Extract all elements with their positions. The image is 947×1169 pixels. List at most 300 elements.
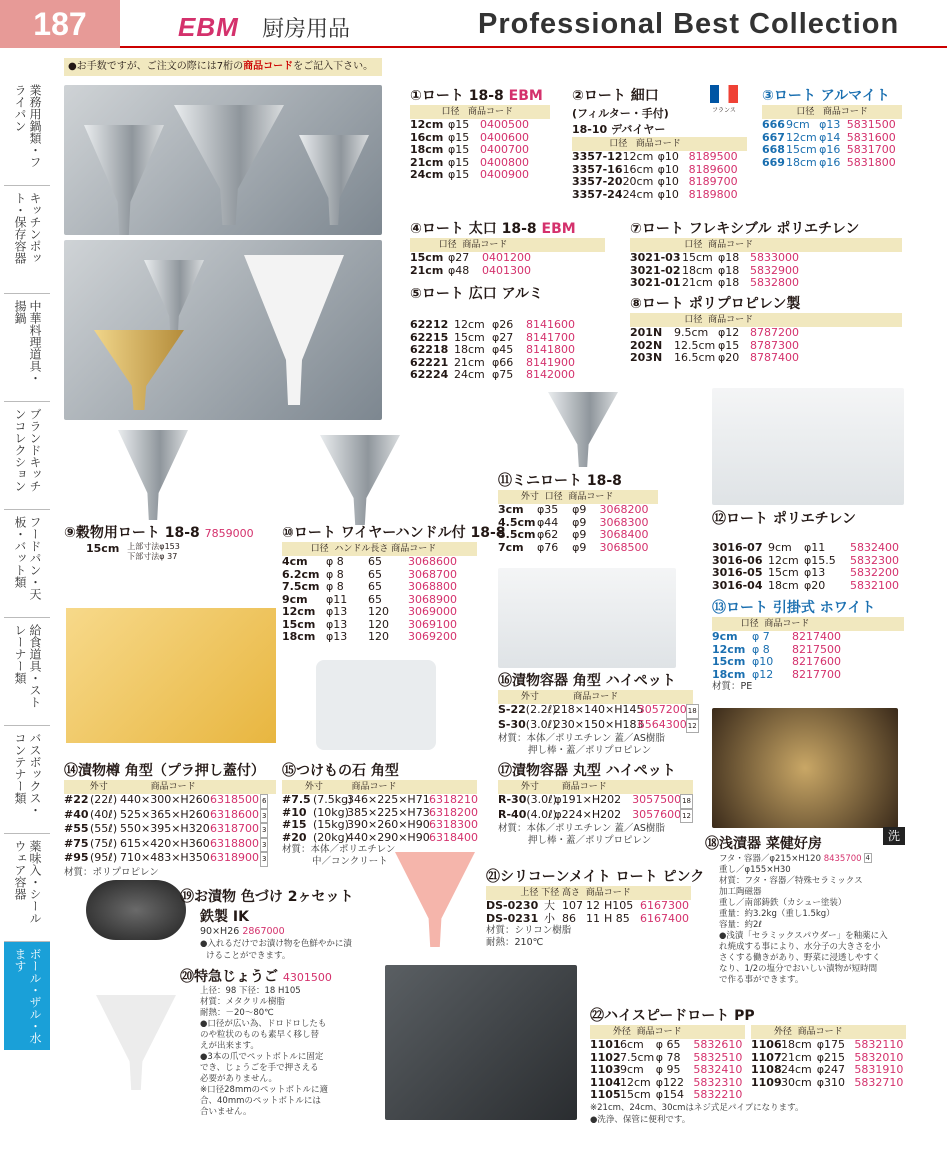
sidebar-item-seal[interactable]: 薬味入・シールウェア容器: [4, 834, 50, 942]
product-note: 重量：約3.2kg（重し1.5kg）: [719, 909, 835, 919]
table-row: [712, 542, 904, 555]
product-title: ⑦ロート フレキシブル ポリエチレン: [630, 221, 860, 237]
table-cell: 385×225×H73: [347, 805, 430, 819]
table-cell: φ15.5: [804, 553, 836, 567]
table-cell: 3357-24: [572, 187, 623, 201]
table-row: [410, 169, 550, 182]
table-cell: φ27: [448, 251, 470, 264]
sidebar-item-pots[interactable]: キッチンポット・保存容器: [4, 186, 50, 294]
product-note: ●3本の爪でペットボトルに固定: [200, 1052, 324, 1062]
product-s19: [180, 886, 380, 962]
pickle-stone-photo: [316, 660, 436, 750]
table-row: [762, 144, 902, 157]
table-cell: 5832800: [750, 276, 799, 289]
sidebar-item-brand[interactable]: ブランドキッチンコレクション: [4, 402, 50, 510]
table-cell: (2.2ℓ): [525, 703, 557, 716]
table-cell: 3057200: [637, 703, 687, 716]
table-cell: φ 8: [326, 555, 344, 568]
table-cell: 18cm: [682, 263, 713, 277]
product-note: フタ・容器／φ215×H120 8435700 4: [719, 854, 871, 864]
table-cell: 65: [368, 567, 382, 581]
table-cell: φ10: [657, 162, 679, 176]
table-cell: 24cm: [781, 1063, 812, 1076]
table-row: [410, 252, 605, 265]
table-cell: 8787400: [750, 351, 799, 364]
table-cell: 8217500: [792, 642, 841, 656]
table-cell: φ13: [326, 617, 348, 631]
table-cell: φ26: [492, 318, 514, 331]
product-material: 材質：PE: [712, 681, 753, 692]
table-cell: 5831800: [846, 155, 896, 169]
table-row: [630, 352, 902, 365]
table-cell: 3016-06: [712, 553, 763, 567]
table-cell: 8217600: [792, 655, 841, 668]
product-note: なり、1/2の塩分でおいしい漬物が短時間: [719, 964, 878, 974]
wire-funnel-image: [320, 435, 400, 525]
category-sidebar: [4, 78, 60, 1050]
table-cell: 16cm: [622, 162, 654, 176]
product-title: ②ロート 細口: [572, 88, 659, 104]
product-note: ●入れるだけでお漬け物を色鮮やかに漬: [200, 939, 352, 949]
table-cell: 5832310: [693, 1075, 743, 1089]
table-cell: 6167400: [640, 911, 689, 925]
table-cell: 5831500: [846, 118, 896, 131]
pe-funnel-photo: [712, 388, 904, 505]
product-title: ⑩ロート ワイヤーハンドル付 18-8: [282, 525, 506, 541]
table-cell: 1106: [751, 1038, 782, 1051]
table-header: 口径 商品コード: [630, 238, 902, 252]
table-cell: φ 65: [655, 1038, 681, 1051]
table-cell: 0400800: [480, 155, 529, 169]
table-cell: 15cm: [454, 330, 485, 344]
sidebar-item-container[interactable]: バスボックス・コンテナー類: [4, 726, 50, 834]
table-cell: 8141700: [526, 330, 575, 344]
table-cell: φ15: [448, 168, 470, 181]
product-s11: [498, 470, 658, 554]
product-note: 容量：約2ℓ: [719, 920, 762, 930]
table-cell: φ13: [804, 566, 826, 579]
flag-label: フランス: [712, 107, 736, 114]
table-row: [486, 913, 691, 926]
product-note: 材質：フタ・容器／特殊セラミックス: [719, 876, 863, 886]
product-material: 耐熱：210℃: [486, 937, 544, 948]
product-title: ⑱浅漬器 菜健好房: [705, 836, 822, 852]
product-note: のや粒状のものも素早く移し替: [200, 1030, 320, 1040]
table-row: [282, 832, 477, 845]
product-title: ④ロート 太口 18-8 EBM: [410, 221, 576, 237]
funnel-image: [94, 330, 184, 410]
table-cell: 5831600: [846, 130, 896, 144]
table-cell: 5831910: [854, 1063, 904, 1076]
product-s16: [498, 670, 697, 757]
product-s4: [410, 218, 605, 277]
table-cell: 24cm: [454, 368, 485, 381]
table-cell: 3357-20: [572, 175, 623, 188]
table-cell: 6318400: [429, 830, 478, 844]
table-cell: φ122: [655, 1075, 684, 1089]
table-cell: 5832110: [854, 1038, 904, 1051]
table-cell: 1103: [590, 1063, 621, 1076]
asazuke-photo: [712, 708, 898, 828]
table-cell: 5.5cm: [498, 528, 536, 541]
table-cell: 1107: [751, 1050, 782, 1064]
table-cell: 3357-16: [572, 162, 623, 176]
table-cell: 6cm: [620, 1038, 644, 1051]
table-cell: 5832510: [693, 1050, 743, 1064]
table-cell: (95ℓ): [90, 851, 118, 864]
table-cell: φ62: [537, 528, 559, 541]
table-cell: 3068600: [408, 555, 457, 568]
table-cell: 1109: [751, 1075, 782, 1089]
product-title: ⑤ロート 広口 アルミ: [410, 286, 544, 302]
product-spec: 15cm 上部寸法φ153 下部寸法φ 37: [86, 542, 180, 561]
table-cell: 62221: [410, 355, 449, 369]
table-cell: 86: [562, 911, 576, 925]
table-cell: 9cm: [620, 1063, 644, 1076]
table-cell: 3068500: [599, 540, 649, 554]
product-title: ⑨穀物用ロート 18-8 7859000: [64, 525, 254, 541]
table-row: [572, 189, 747, 202]
table-cell: 440×290×H90: [347, 830, 430, 844]
table-row: [410, 265, 605, 278]
table-header: 口径 ハンドル長さ 商品コード: [282, 542, 477, 556]
pickle-tub-photo: [66, 608, 276, 743]
product-note: 合いません。: [200, 1107, 252, 1117]
table-cell: 8141900: [526, 355, 575, 369]
table-cell: 65: [368, 580, 382, 593]
table-cell: 3068300: [599, 515, 649, 529]
table-cell: 18cm: [282, 630, 316, 643]
table-cell: φ191×H202: [554, 793, 622, 806]
table-cell: (10kg): [313, 805, 349, 819]
table-cell: φ11: [326, 592, 348, 606]
table-cell: 6318300: [429, 818, 478, 831]
table-cell: φ175: [816, 1038, 845, 1051]
table-cell: 120: [368, 605, 389, 618]
sidebar-item-foodpan[interactable]: フードパン・天板・バット類: [4, 510, 50, 618]
table-row: [498, 794, 693, 809]
table-cell: φ310: [816, 1075, 845, 1089]
france-flag-icon: [710, 85, 738, 103]
sidebar-item-chinese[interactable]: 中華料理道具・揚鍋: [4, 294, 50, 402]
table-row: [282, 631, 477, 644]
table-cell: 9cm: [712, 630, 738, 643]
table-cell: 8189700: [688, 175, 738, 188]
table-cell: #15: [282, 818, 307, 831]
table-cell: (4.0ℓ): [526, 807, 557, 821]
product-s9: [64, 522, 274, 562]
table-cell: 3021-03: [630, 251, 681, 264]
table-cell: (20kg): [313, 830, 349, 844]
product-s22: [590, 1005, 908, 1126]
table-row: [410, 119, 550, 132]
table-cell: 615×420×H360: [120, 836, 210, 850]
product-title: ⑪ミニロート 18-8: [498, 473, 622, 489]
table-cell: φ66: [492, 355, 514, 369]
table-cell: 3021-01: [630, 276, 681, 289]
table-row: [498, 703, 697, 719]
table-cell: 62212: [410, 318, 449, 331]
table-cell: 3016-07: [712, 541, 763, 554]
product-note: 合、40mmのペットボトルには: [200, 1096, 321, 1106]
table-cell: 8189600: [688, 162, 738, 176]
table-header: 外寸 商品コード: [498, 690, 693, 704]
category-title: 厨房用品: [262, 17, 351, 42]
table-row: [282, 581, 477, 594]
table-cell: 30cm: [781, 1075, 812, 1089]
table-cell: 12: [686, 719, 699, 734]
product-s21: [486, 866, 705, 949]
table-cell: 666: [762, 118, 785, 131]
table-cell: 21cm: [682, 276, 713, 289]
table-cell: #40: [64, 807, 89, 821]
table-cell: 107: [562, 899, 583, 912]
table-cell: 3: [260, 809, 268, 824]
table-cell: 668: [762, 143, 785, 156]
table-cell: (40ℓ): [90, 807, 118, 821]
product-s2: [572, 85, 747, 201]
table-cell: φ 7: [752, 630, 770, 643]
table-cell: (75ℓ): [90, 836, 118, 850]
table-cell: φ48: [448, 263, 470, 277]
table-row: [572, 151, 747, 164]
table-cell: 21cm: [410, 155, 444, 169]
table-row: [712, 669, 904, 682]
table-header: 外寸 商品コード: [498, 780, 693, 794]
table-cell: φ 8: [326, 580, 344, 593]
table-cell: 3069100: [408, 617, 457, 631]
table-cell: (55ℓ): [90, 822, 118, 835]
product-note: ●洗浄、保管に便利です。: [590, 1114, 691, 1125]
table-cell: 6318600: [210, 807, 259, 821]
table-row: [630, 252, 902, 265]
product-s15: [282, 760, 477, 868]
table-cell: 9cm: [282, 592, 308, 606]
table-cell: #10: [282, 805, 307, 819]
table-cell: R-30: [498, 793, 527, 806]
table-row: [282, 819, 477, 832]
table-cell: 24cm: [410, 168, 444, 181]
table-cell: 8787300: [750, 338, 799, 352]
table-cell: 18cm: [785, 155, 817, 169]
table-row: [630, 327, 902, 340]
product-subtitle: (フィルター・手付): [572, 107, 669, 120]
table-cell: 3068800: [408, 580, 457, 593]
table-cell: φ45: [492, 343, 514, 356]
product-note: さくする働きがあり、野菜に浸透しやすく: [719, 953, 881, 963]
funnel-image: [174, 105, 284, 225]
table-cell: 1104: [590, 1075, 621, 1089]
table-cell: 大: [544, 899, 555, 912]
table-cell: 7.5cm: [282, 580, 320, 593]
sidebar-item-strainer[interactable]: 給食道具・ストレーナー類: [4, 618, 50, 726]
table-cell: 3068700: [408, 567, 457, 581]
table-cell: 12cm: [620, 1075, 651, 1089]
table-cell: φ14: [819, 130, 841, 144]
table-cell: φ15: [448, 143, 470, 156]
table-cell: φ13: [819, 118, 841, 131]
table-cell: 6318900: [210, 851, 259, 864]
table-cell: 3cm: [498, 503, 524, 516]
table-cell: 8189800: [688, 187, 738, 201]
table-cell: 7cm: [498, 540, 524, 554]
express-funnel-image: [96, 995, 176, 1090]
page-number: 187: [0, 0, 120, 48]
table-cell: 346×225×H71: [347, 793, 430, 806]
product-s8: [630, 293, 902, 365]
iron-eggplant-photo: [86, 880, 186, 940]
product-s5: [410, 283, 605, 382]
funnel-image: [299, 135, 369, 225]
product-title: ⑫ロート ポリエチレン: [712, 511, 856, 527]
product-title: ⑮つけもの石 角型: [282, 763, 399, 779]
table-cell: 11: [586, 911, 600, 925]
funnel-photo-1: [64, 85, 382, 235]
table-row: [712, 580, 904, 593]
table-cell: 667: [762, 130, 785, 144]
table-cell: 6318200: [429, 805, 478, 819]
table-cell: 20cm: [622, 175, 654, 188]
table-cell: 6: [260, 794, 268, 809]
table-cell: 669: [762, 155, 785, 169]
table-cell: 0401200: [482, 251, 531, 264]
table-cell: 65: [368, 555, 382, 568]
table-cell: 0400900: [480, 168, 529, 181]
product-material: 材質：本体／ポリエチレン 蓋／AS樹脂: [498, 823, 665, 834]
table-cell: 12cm: [622, 150, 654, 163]
product-s12: [712, 508, 904, 592]
table-cell: #22: [64, 793, 89, 806]
table-cell: #95: [64, 851, 89, 864]
table-cell: 202N: [630, 338, 663, 352]
product-material: 中／コンクリート: [312, 856, 388, 867]
table-cell: 65: [368, 592, 382, 606]
product-note: ※口径28mmのペットボトルに適: [200, 1085, 328, 1095]
table-cell: 5832410: [693, 1063, 743, 1076]
table-cell: 525×365×H260: [120, 807, 210, 821]
table-cell: φ9: [572, 540, 587, 554]
table-cell: H 85: [604, 911, 630, 925]
table-cell: 21cm: [410, 263, 444, 277]
table-cell: 5833000: [750, 251, 799, 264]
table-cell: 12.5cm: [674, 338, 716, 352]
product-title: ⑬ロート 引掛式 ホワイト: [712, 600, 876, 616]
table-row: [712, 567, 904, 580]
table-cell: 12cm: [410, 118, 444, 131]
table-cell: 6167300: [640, 899, 689, 912]
product-s3: [762, 85, 902, 169]
table-row: [630, 277, 902, 290]
table-row: [410, 319, 605, 332]
table-cell: φ75: [492, 368, 514, 381]
product-note: ●浅漬「セラミックスパウダー」を釉薬に入: [719, 931, 888, 941]
product-note: 重し／南部鋳鉄（カシュー塗装）: [719, 898, 847, 908]
product-note: ●口径が広い為、ドロドロしたも: [200, 1019, 327, 1029]
product-s7: [630, 218, 902, 290]
sidebar-item-bowl[interactable]: ボール・ザル・水ます: [4, 942, 50, 1050]
table-cell: 3: [260, 823, 268, 838]
table-cell: (3.0ℓ): [525, 717, 557, 731]
table-cell: 3068900: [408, 592, 457, 606]
table-cell: 0400500: [480, 118, 529, 131]
table-cell: φ15: [448, 130, 470, 144]
table-cell: 18: [686, 704, 699, 719]
table-row: [498, 542, 658, 555]
table-cell: 18cm: [454, 343, 485, 356]
table-cell: φ18: [718, 263, 740, 277]
table-cell: 8217700: [792, 667, 841, 681]
product-note: 上径：98 下径：18 H105: [200, 986, 301, 996]
pp-funnel-photo: [385, 965, 577, 1120]
table-cell: 5832710: [854, 1075, 904, 1089]
table-cell: 12cm: [282, 605, 316, 618]
table-cell: φ 95: [655, 1063, 681, 1076]
table-cell: 6.2cm: [282, 567, 320, 581]
table-header: 口径 商品コード: [410, 105, 550, 119]
table-cell: 12cm: [712, 642, 746, 656]
table-cell: 8189500: [688, 150, 738, 163]
table-cell: 0400700: [480, 143, 529, 156]
table-cell: φ 78: [655, 1050, 681, 1064]
table-cell: 62218: [410, 343, 449, 356]
table-header: 外径 商品コード: [751, 1025, 906, 1039]
table-row: [590, 1064, 745, 1077]
table-cell: 18cm: [781, 1038, 812, 1051]
table-cell: 15cm: [682, 251, 713, 264]
product-note: 必要がありません。: [200, 1074, 278, 1084]
header-rule: [120, 46, 947, 48]
table-cell: 6318800: [210, 836, 259, 850]
table-cell: 5832400: [850, 541, 899, 554]
table-cell: 3057500: [632, 793, 682, 806]
table-cell: φ 8: [326, 567, 344, 581]
product-title: ⑰漬物容器 丸型 ハイペット: [498, 763, 676, 779]
table-cell: 12cm: [785, 130, 817, 144]
product-material: 材質：シリコン樹脂: [486, 925, 572, 936]
sidebar-item-pans[interactable]: 業務用鍋類・フライパン: [4, 78, 50, 186]
table-cell: 8787200: [750, 326, 799, 339]
table-header: 外寸 商品コード: [64, 780, 276, 794]
table-row: [410, 144, 550, 157]
product-note: 重し／φ155×H30: [719, 865, 791, 875]
table-cell: 16.5cm: [674, 351, 716, 364]
product-material: 材質：本体／ポリエチレン: [282, 844, 396, 855]
table-cell: 4cm: [282, 555, 308, 568]
table-cell: 3016-04: [712, 578, 763, 592]
table-cell: 230×150×H183: [553, 717, 644, 731]
table-header: 口径 商品コード: [762, 105, 902, 119]
table-cell: 18cm: [712, 667, 746, 681]
table-cell: φ10: [657, 187, 679, 201]
table-cell: 3: [260, 838, 268, 853]
table-cell: 1101: [590, 1038, 621, 1051]
table-cell: DS-0230: [486, 899, 539, 912]
table-cell: φ 8: [752, 642, 770, 656]
table-cell: φ35: [537, 503, 559, 516]
product-spec: 90×H26 2867000: [200, 926, 285, 937]
table-cell: φ12: [752, 667, 774, 681]
table-cell: φ16: [819, 155, 841, 169]
table-cell: 5832610: [693, 1038, 743, 1051]
table-cell: φ27: [492, 330, 514, 344]
table-cell: φ18: [718, 276, 740, 289]
product-note: ※21cm、24cm、30cmはネジ式足パイプになります。: [590, 1102, 804, 1113]
table-row: [751, 1039, 906, 1052]
product-note: れ焼成する事により、水分子の大きさを小: [719, 942, 881, 952]
table-row: [762, 157, 902, 170]
wash-badge-icon: 洗: [883, 827, 905, 845]
table-row: [498, 529, 658, 542]
